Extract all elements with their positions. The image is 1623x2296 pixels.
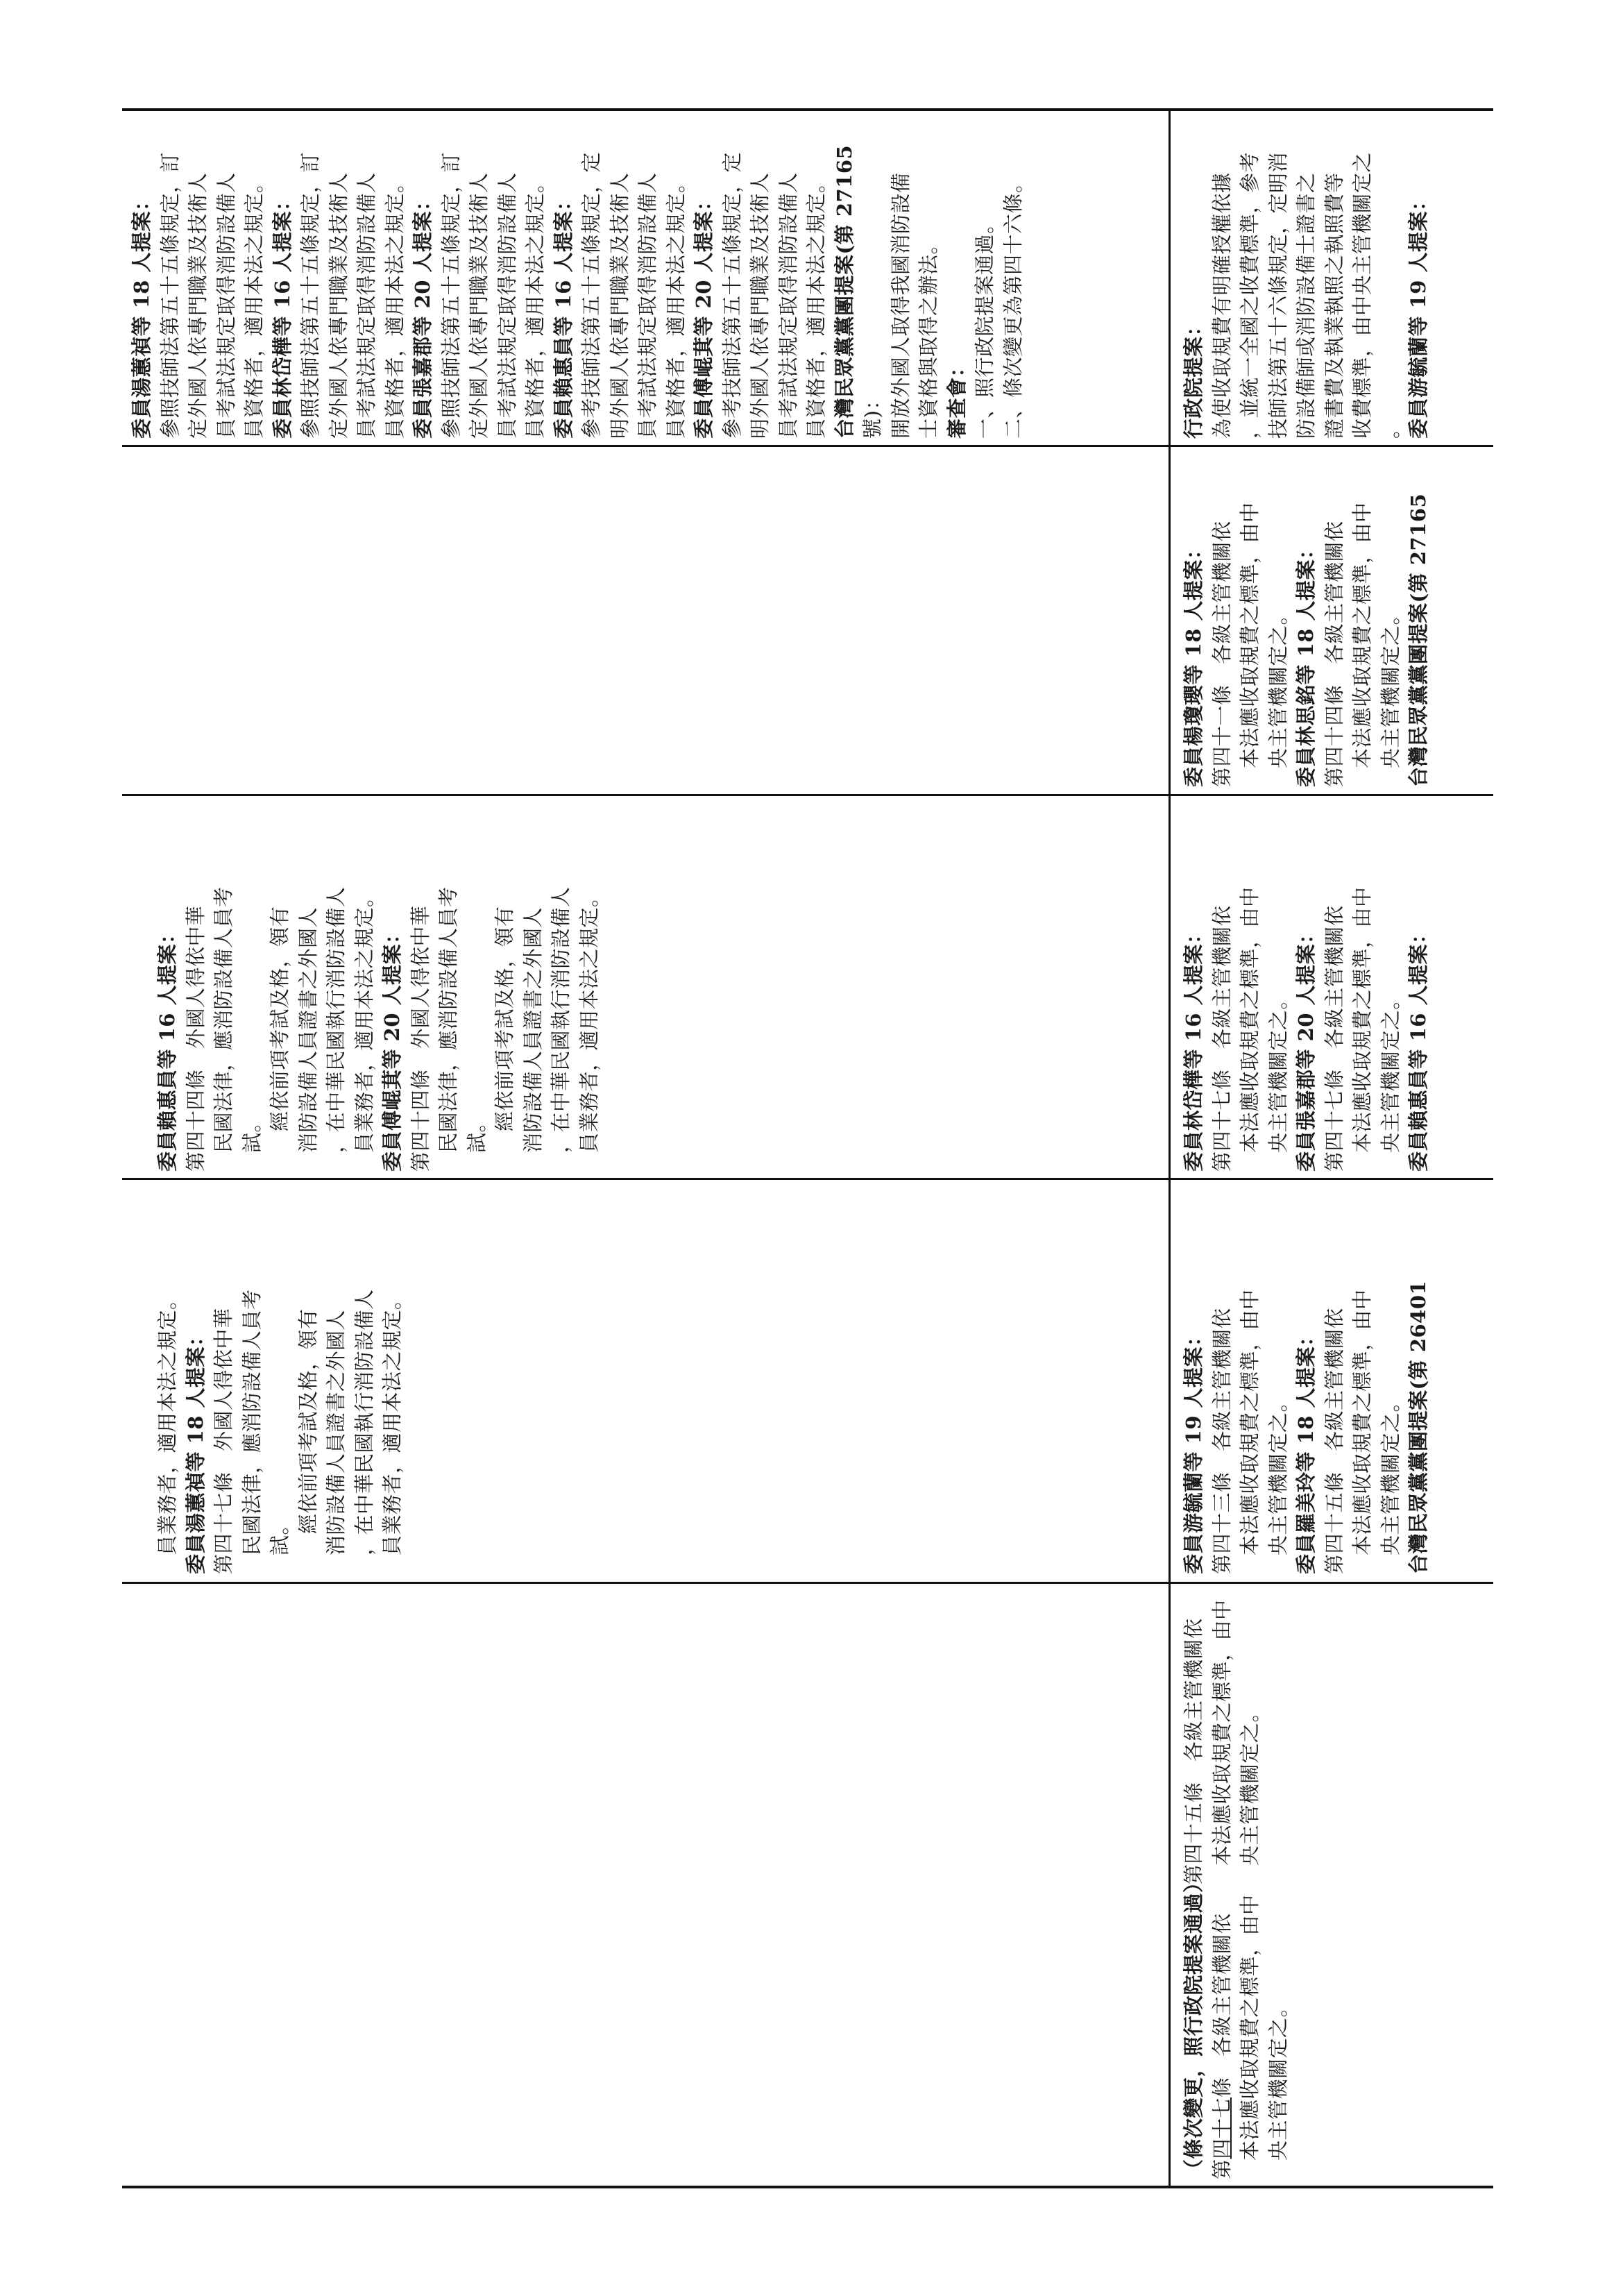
- text-line: 二、條次變更為第四十六條。: [1001, 172, 1025, 439]
- proposal-heading: 台灣民眾黨黨團提案(第 26401: [1407, 1280, 1430, 1574]
- text-line: ，在中華民國執行消防設備人: [352, 1289, 376, 1555]
- text-line: 員資格者，適用本法之規定。: [523, 172, 547, 439]
- cell-bottom-col2: [1175, 1586, 1481, 1884]
- text-line: 第四十五條 各級主管機關依: [1182, 1618, 1205, 1884]
- text-line: 央主管機關定之。: [1266, 988, 1290, 1153]
- proposal-heading: 委員張嘉郡等 20 人提案：: [1294, 923, 1318, 1172]
- text-line: 收費標準，由中央主管機關定之: [1350, 151, 1374, 439]
- text-line: 員資格者，適用本法之規定。: [242, 172, 266, 439]
- text-line: 消防設備人員證書之外國人: [520, 906, 545, 1153]
- text-line: 技師法第五十六條規定，定明消: [1266, 151, 1290, 439]
- text-line: 民國法律，應消防設備人員考: [239, 1289, 264, 1555]
- cell-top-col4: [149, 797, 635, 1172]
- text-line: 央主管機關定之。: [1266, 604, 1290, 768]
- proposal-heading: 委員張嘉郡等 20 人提案：: [411, 190, 434, 439]
- column-divider-line: [122, 1178, 1493, 1180]
- text-line: 員業務者，適用本法之規定。: [155, 1289, 179, 1555]
- text-line: 第四十七條 各級主管機關依: [1209, 905, 1234, 1172]
- text-line: 第四十四條 外國人得依中華: [408, 905, 432, 1172]
- text-line: 央主管機關定之。: [1378, 988, 1402, 1153]
- text-line: 員考試法規定取得消防設備人: [495, 172, 519, 439]
- text-line: 第四十三條 各級主管機關依: [1209, 1308, 1234, 1574]
- text-line: 民國法律，應消防設備人員考: [212, 886, 235, 1153]
- proposal-heading: 委員湯蕙禎等 18 人提案：: [183, 1326, 207, 1574]
- text-line: 員資格者，適用本法之規定。: [663, 172, 688, 439]
- text-line: 參考技師法第五十五條規定，定: [579, 151, 603, 439]
- text-line: 消防設備人員證書之外國人: [296, 906, 320, 1153]
- proposal-heading: 委員楊瓊瓔等 18 人提案：: [1182, 539, 1205, 787]
- text-line: 經依前項考試及格，領有: [296, 1308, 320, 1534]
- text-line: 央主管機關定之。: [1266, 1391, 1290, 1555]
- text-line: 央主管機關定之。: [1378, 1391, 1402, 1555]
- text-line: 員資格者，適用本法之規定。: [804, 172, 828, 439]
- lines: [1180, 1185, 1433, 1574]
- text-line: 第四十一條 各級主管機關依: [1209, 521, 1234, 787]
- text-line: 參照技師法第五十五條規定，訂: [158, 151, 182, 439]
- row-divider-line: [1169, 108, 1171, 2188]
- text-line: 本法應收取規費之標準，由中: [1350, 1289, 1374, 1555]
- proposal-heading: 委員游毓蘭等 19 人提案：: [1182, 1326, 1205, 1574]
- text-line: 民國法律，應消防設備人員考: [436, 886, 460, 1153]
- text-line: 明外國人依專門職業及技術人: [748, 172, 772, 439]
- proposal-heading: 委員傅崐萁等 20 人提案：: [692, 190, 715, 439]
- text-line: 本法應收取規費之標準，由中: [1238, 1289, 1261, 1555]
- proposal-heading: 行政院提案：: [1182, 315, 1205, 439]
- lines: [153, 797, 603, 1172]
- text-line: 第四十七條 各級主管機關依: [1322, 905, 1346, 1172]
- text-line: 號)：: [860, 389, 884, 439]
- text-line: 第四十五條 各級主管機關依: [1322, 1308, 1346, 1574]
- proposal-heading: 委員林岱樺等 16 人提案：: [1182, 923, 1205, 1172]
- text-line: 央主管機關定之。: [1238, 1701, 1261, 1866]
- text-line: 一、照行政院提案通過。: [973, 213, 996, 439]
- text-line: 員考試法規定取得消防設備人: [636, 172, 659, 439]
- text-line: 試。: [239, 1111, 264, 1153]
- text-line: 參考技師法第五十五條規定，定: [720, 151, 744, 439]
- text-line: 員業務者，適用本法之規定。: [380, 1289, 404, 1555]
- proposal-heading: 委員湯蕙禎等 18 人提案：: [130, 190, 153, 439]
- proposal-heading: 委員游毓蘭等 19 人提案：: [1407, 190, 1430, 439]
- cell-top-col6: [124, 112, 1164, 439]
- text-line: 員業務者，適用本法之規定。: [352, 886, 376, 1153]
- text-line: ，並統一全國之收費標準，參考: [1238, 151, 1261, 439]
- cell-bottom-col5: [1175, 447, 1481, 787]
- text-line: 第四十七條 各級主管機關依: [1209, 1913, 1234, 2179]
- proposal-heading: 委員羅美玲等 18 人提案：: [1294, 1326, 1318, 1574]
- column-divider-line: [122, 1582, 1493, 1584]
- text-line: 經依前項考試及格，領有: [268, 906, 291, 1131]
- lines: [153, 1185, 407, 1574]
- proposal-heading: 委員林思銘等 18 人提案：: [1294, 539, 1318, 787]
- proposal-heading: 審查會：: [944, 356, 969, 439]
- cell-bottom-col6: [1175, 112, 1481, 439]
- text-line: 試。: [268, 1514, 291, 1555]
- text-line: 開放外國人取得我國消防設備: [888, 172, 912, 439]
- text-line: 經依前項考試及格，領有: [493, 906, 516, 1131]
- cell-bottom-col4: [1175, 797, 1481, 1172]
- proposal-heading: 委員賴惠員等 16 人提案：: [551, 190, 575, 439]
- text-line: ，在中華民國執行消防設備人: [549, 886, 572, 1153]
- text-line: 消防設備人員證書之外國人: [324, 1309, 348, 1555]
- underlined-text: 四十七: [1209, 2097, 1234, 2159]
- lines: [1180, 112, 1433, 439]
- proposal-heading: 台灣民眾黨黨團提案(第 27165: [1407, 493, 1430, 787]
- lines: [1180, 447, 1433, 787]
- text-line: 本法應收取規費之標準，由中: [1350, 886, 1374, 1153]
- column-divider-line: [122, 794, 1493, 796]
- proposal-heading: 委員林岱樺等 16 人提案：: [270, 190, 294, 439]
- lines: [1180, 797, 1433, 1172]
- article-status-note: （條次變更，照行政院提案通過）: [1182, 1872, 1205, 2179]
- text-line: 員資格者，適用本法之規定。: [382, 172, 407, 439]
- proposal-heading: 委員賴惠員等 16 人提案：: [1407, 923, 1430, 1172]
- column-divider-line: [122, 2186, 1493, 2188]
- text-line: 。: [1378, 418, 1402, 439]
- top-border-line: [122, 108, 1493, 111]
- text-line: 士資格與取得之辦法。: [917, 233, 940, 439]
- text-line: 試。: [464, 1111, 488, 1153]
- text-line: 證書費及執業執照之執照費等: [1322, 172, 1346, 439]
- text-line: 員考試法規定取得消防設備人: [776, 172, 800, 439]
- text-line: 央主管機關定之。: [1266, 1996, 1290, 2161]
- cell-top-col3: [149, 1185, 454, 1574]
- lines: [128, 112, 1027, 439]
- text-line: 第四十四條 各級主管機關依: [1322, 521, 1346, 787]
- text-line: 員考試法規定取得消防設備人: [214, 172, 238, 439]
- text-line: 第四十四條 外國人得依中華: [183, 905, 207, 1172]
- text-line: 參照技師法第五十五條規定，訂: [298, 151, 322, 439]
- proposal-heading: 台灣民眾黨黨團提案(第 27165: [832, 144, 856, 439]
- text-line: 本法應收取規費之標準，由中: [1238, 886, 1261, 1153]
- text-line: 央主管機關定之。: [1378, 604, 1402, 768]
- text-line: 參照技師法第五十五條規定，訂: [439, 151, 463, 439]
- text-line: 第四十七條 外國人得依中華: [212, 1308, 235, 1574]
- text-line: 定外國人依專門職業及技術人: [186, 172, 210, 439]
- text-line: 員業務者，適用本法之規定。: [577, 886, 601, 1153]
- proposal-heading: 委員賴惠員等 16 人提案：: [155, 923, 179, 1172]
- text-line: 本法應收取規費之標準，由中: [1238, 1894, 1261, 2161]
- text-line: 為使收取規費有明確授權依據: [1209, 172, 1234, 439]
- text-line: 防設備師或消防設備士證書之: [1294, 172, 1318, 439]
- text-line: 本法應收取規費之標準，由中: [1209, 1599, 1234, 1866]
- cell-bottom-col3: [1175, 1185, 1481, 1574]
- text-line: 明外國人依專門職業及技術人: [607, 172, 631, 439]
- text-line: 本法應收取規費之標準，由中: [1350, 502, 1374, 768]
- lines: [1180, 1586, 1264, 1884]
- text-line: 本法應收取規費之標準，由中: [1238, 502, 1261, 768]
- text-line: 員考試法規定取得消防設備人: [355, 172, 378, 439]
- proposal-heading: 委員傅崐萁等 20 人提案：: [380, 923, 404, 1172]
- text-line: 定外國人依專門職業及技術人: [467, 172, 491, 439]
- text-line: 定外國人依專門職業及技術人: [326, 172, 350, 439]
- text-line: ，在中華民國執行消防設備人: [324, 886, 348, 1153]
